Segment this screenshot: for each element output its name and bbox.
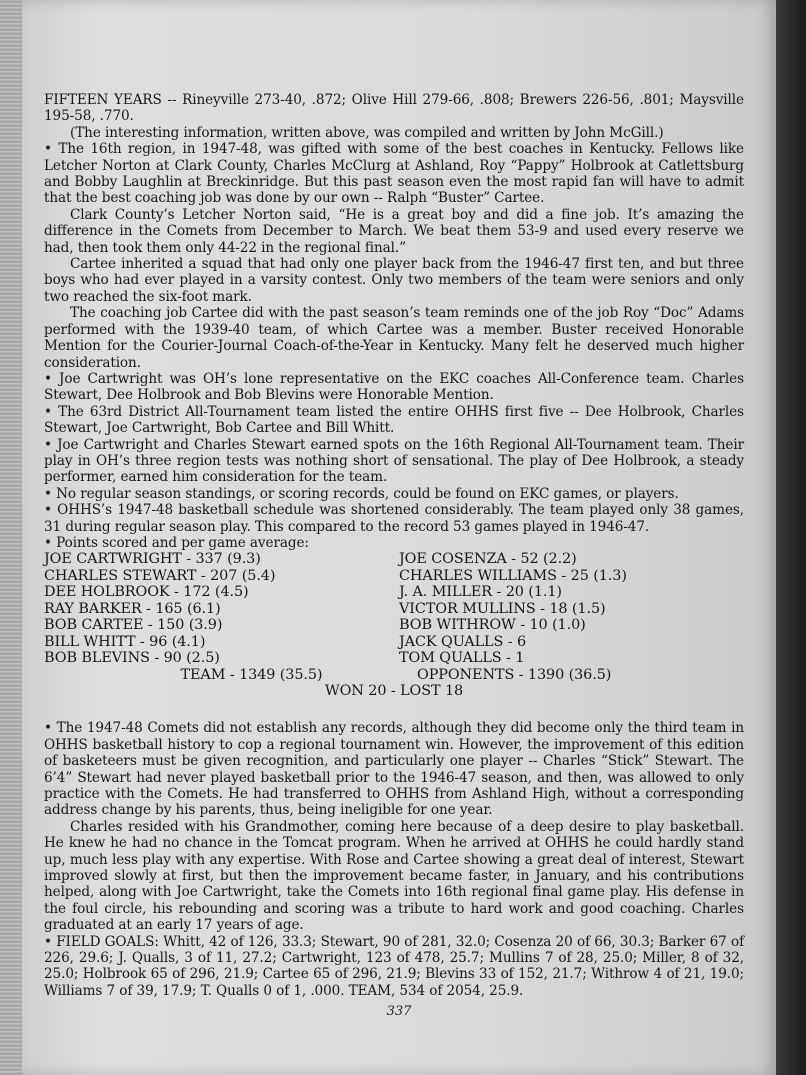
- paragraph: FIFTEEN YEARS -- Rineyville 273-40, .872; Olive Hill 279-66, .808; Brewers 226-56, .801; Maysville 195-58, .770.: [44, 92, 744, 125]
- season-record: WON 20 - LOST 18: [324, 683, 464, 700]
- scoring-column-right: [399, 551, 744, 667]
- paragraph: The coaching job Cartee did with the past season’s team reminds one of the job Roy “Doc” Adams performed with the 1939-40 team, of which Cartee was a member. Buster received Honorable Mention for the Courier-Journal Coach-of-the-Year in Kentucky. Many felt he deserved much higher consideration.: [44, 305, 744, 371]
- paragraph: Cartee inherited a squad that had only one player back from the 1946-47 first ten, and but three boys who had ever played in a varsity contest. Only two members of the team were seniors and only two reached the six-foot mark.: [44, 256, 744, 305]
- paragraph: Charles resided with his Grandmother, coming here because of a deep desire to play basketball. He knew he had no chance in the Tomcat program. When he arrived at OHHS he could hardly stand up, much less play with any expertise. With Rose and Cartee showing a great deal of interest, Stewart improved slowly at first, but then the improvement became faster, in January, and his contributions helped, along with Joe Cartwright, take the Comets into 16th regional final game play. His defense in the foul circle, his rebounding and scoring was a tribute to hard work and good coaching. Charles graduated at an early 17 years of age.: [44, 818, 744, 934]
- paragraph: (The interesting information, written above, was compiled and written by John McGill.): [70, 124, 664, 141]
- page-body: [44, 92, 744, 999]
- opponents-total: OPPONENTS - 1390 (36.5): [417, 666, 612, 683]
- dark-background-edge: [776, 0, 806, 1075]
- team-total: TEAM - 1349 (35.5): [180, 666, 323, 683]
- scoring-row: JOE CARTWRIGHT - 337 (9.3): [44, 551, 261, 568]
- scoring-column-left: [44, 551, 399, 667]
- page-number: 337: [386, 1004, 412, 1019]
- totals-row: [44, 667, 744, 684]
- bullet-paragraph: • The 63rd District All-Tournament team listed the entire OHHS first five -- Dee Holbrook, Charles Stewart, Joe Cartwright, Bob Cartee and Bill Whitt.: [44, 404, 744, 437]
- scoring-row: BOB WITHROW - 10 (1.0): [399, 617, 586, 634]
- bullet-paragraph: • OHHS’s 1947-48 basketball schedule was shortened considerably. The team played only 38 games, 31 during regular season play. This compared to the record 53 games played in 1946-47.: [44, 502, 744, 535]
- scoring-row: VICTOR MULLINS - 18 (1.5): [399, 600, 606, 617]
- scoring-row: JOE COSENZA - 52 (2.2): [399, 551, 577, 568]
- bullet-paragraph: • FIELD GOALS: Whitt, 42 of 126, 33.3; Stewart, 90 of 281, 32.0; Cosenza 20 of 66, 30.3; Barker 67 of 226, 29.6; J. Qualls, 3 of 11, 27.2; Cartwright, 123 of 478, 25.7; Mullins 7 of 28, 25.0; Miller, 8 of 32, 25.0; Holbrook 65 of 296, 21.9; Cartee 65 of 296, 21.9; Blevins 33 of 152, 21.7; Withrow 4 of 21, 19.0; Williams 7 of 39, 17.9; T. Qualls 0 of 1, .000. TEAM, 534 of 2054, 25.9.: [44, 934, 744, 1000]
- scoring-row: BILL WHITT - 96 (4.1): [44, 633, 206, 650]
- bullet-paragraph: • Points scored and per game average:: [44, 535, 744, 551]
- scoring-row: JACK QUALLS - 6: [399, 633, 527, 650]
- scoring-row: CHARLES STEWART - 207 (5.4): [44, 567, 276, 584]
- scoring-row: J. A. MILLER - 20 (1.1): [399, 584, 562, 601]
- scoring-row: CHARLES WILLIAMS - 25 (1.3): [399, 567, 627, 584]
- bullet-paragraph: • Joe Cartwright was OH’s lone representative on the EKC coaches All-Conference team. Charles Stewart, Dee Holbrook and Bob Blevins were Honorable Mention.: [44, 371, 744, 404]
- book-page: [22, 0, 776, 1075]
- bullet-paragraph: • Joe Cartwright and Charles Stewart earned spots on the 16th Regional All-Tournament team. Their play in OH’s three region tests was nothing short of sensational. The play of Dee Holbrook, a steady performer, earned him consideration for the team.: [44, 437, 744, 486]
- scoring-row: BOB CARTEE - 150 (3.9): [44, 617, 223, 634]
- scoring-table: [44, 551, 744, 700]
- paragraph: Clark County’s Letcher Norton said, “He is a great boy and did a fine job. It’s amazing the difference in the Comets from December to March. We beat them 53-9 and used every reserve we had, then took them only 44-22 in the regional final.”: [44, 206, 744, 256]
- bullet-paragraph: • The 16th region, in 1947-48, was gifted with some of the best coaches in Kentucky. Fellows like Letcher Norton at Clark County, Charles McClurg at Ashland, Roy “Pappy” Holbrook at Catlettsburg and Bobby Laughlin at Breckinridge. But this past season even the most rapid fan will have to admit that the best coaching job was done by our own -- Ralph “Buster” Cartee.: [44, 141, 744, 207]
- scoring-row: BOB BLEVINS - 90 (2.5): [44, 650, 220, 667]
- scoring-row: RAY BARKER - 165 (6.1): [44, 600, 221, 617]
- bullet-paragraph: • The 1947-48 Comets did not establish any records, although they did become only the third team in OHHS basketball history to cop a regional tournament win. However, the improvement of this edition of basketeers must be given recognition, and particularly one player -- Charles “Stick” Stewart. The 6’4” Stewart had never played basketball prior to the 1946-47 season, and then, was allowed to only practice with the Comets. He had transferred to OHHS from Ashland High, without a corresponding address change by his parents, thus, being ineligible for one year.: [44, 720, 744, 818]
- scoring-row: TOM QUALLS - 1: [399, 650, 525, 667]
- scoring-row: DEE HOLBROOK - 172 (4.5): [44, 584, 249, 601]
- book-binding-edge: [0, 0, 24, 1075]
- bullet-paragraph: • No regular season standings, or scoring records, could be found on EKC games, or players.: [44, 486, 744, 502]
